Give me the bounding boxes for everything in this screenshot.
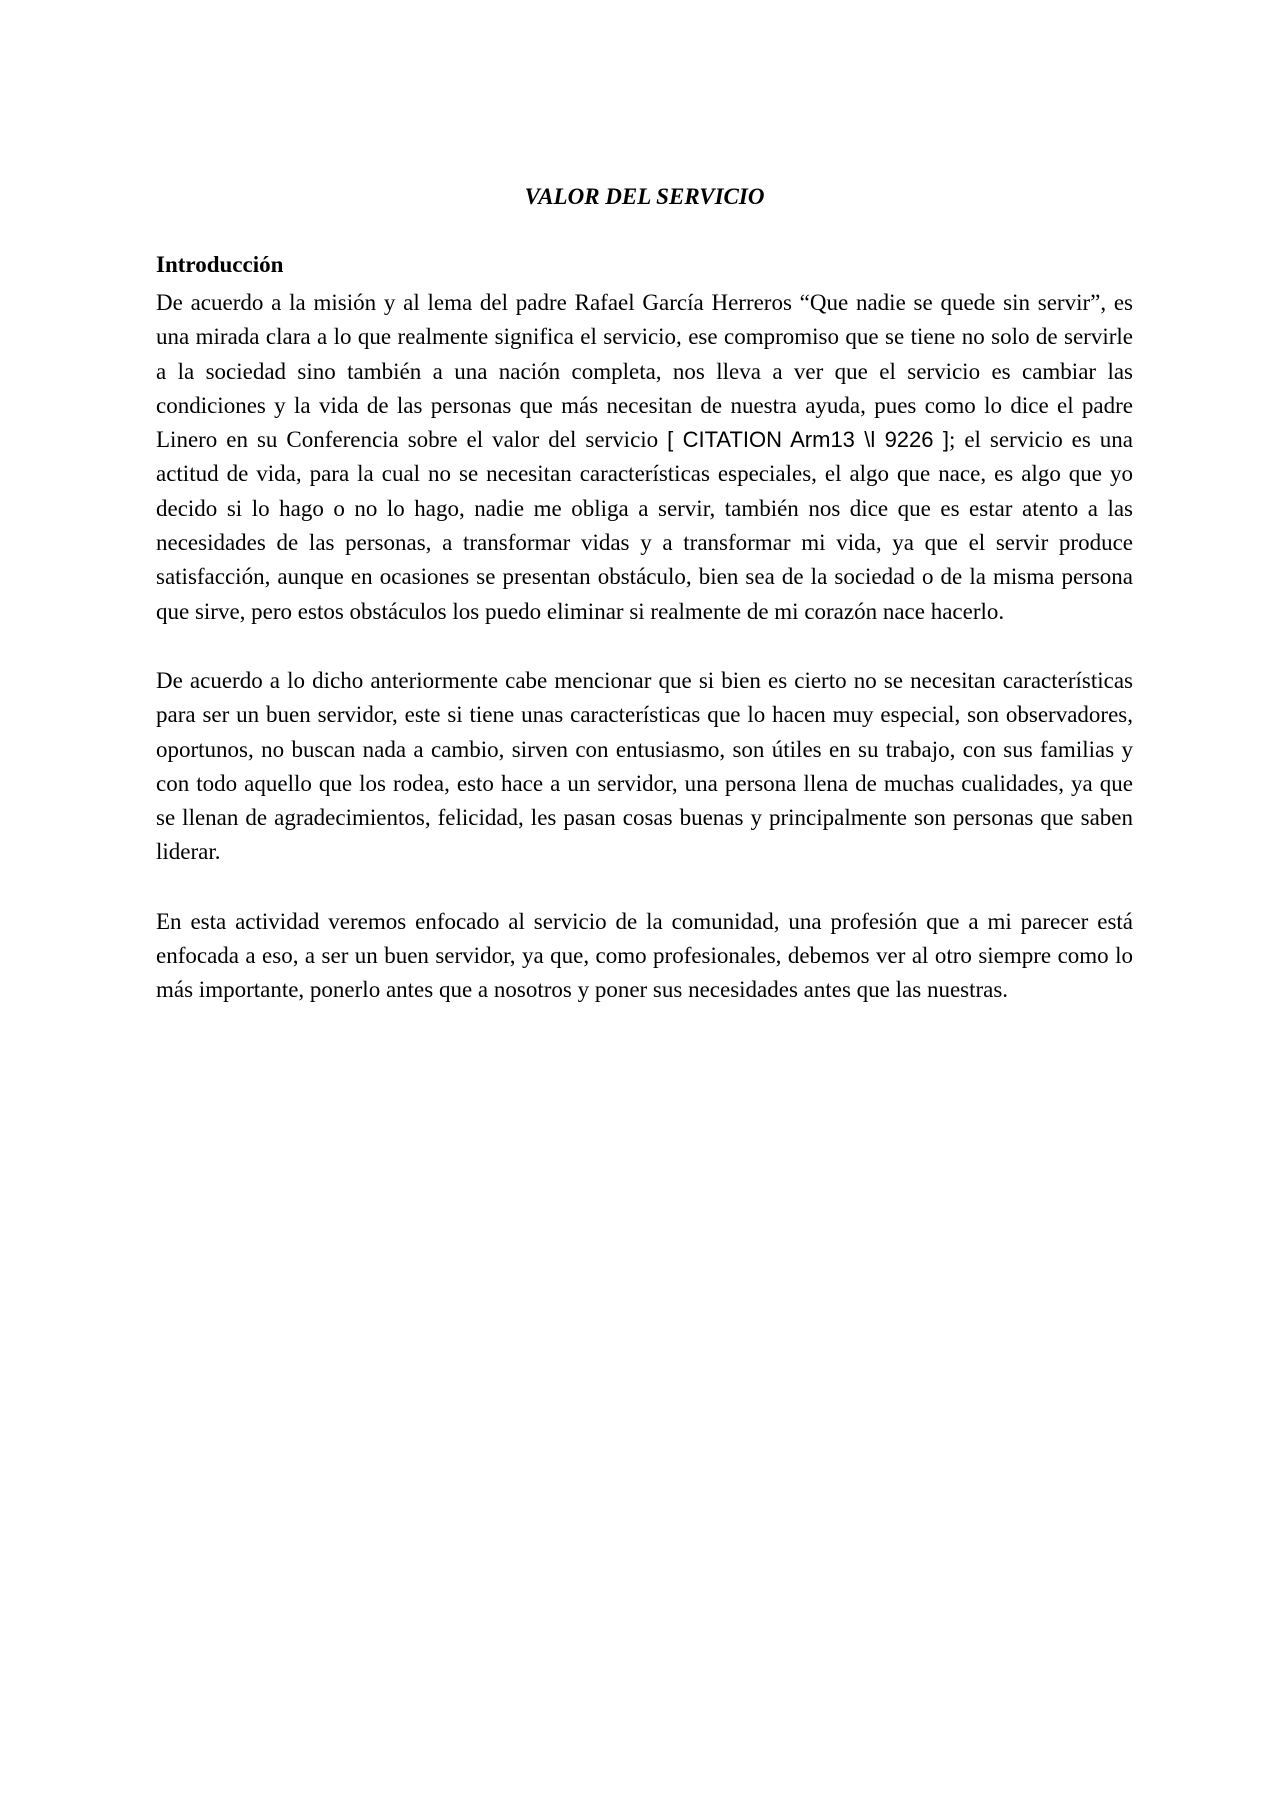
paragraph-1-text-before-citation: De acuerdo a la misión y al lema del padre Rafael García Herreros “Que nadie se quede sin servir”, es una mirada clara a lo que realmente significa el servicio, ese compromiso que se tiene no solo de servirle a la sociedad sino también a una nación completa, nos lleva a ver que el servicio es cambiar las condiciones y la vida de las personas que más necesitan de nuestra ayuda, pues como lo dice el padre Linero en su Conferencia sobre el valor del servicio [156, 290, 1133, 453]
paragraph-3: En esta actividad veremos enfocado al servicio de la comunidad, una profesión que a mi parecer está enfocada a eso, a ser un buen servidor, ya que, como profesionales, debemos ver al otro siempre como lo más importante, ponerlo antes que a nosotros y poner sus necesidades antes que las nuestras. [156, 908, 1133, 1003]
paragraph-1-text-after-citation: ; el servicio es una actitud de vida, para la cual no se necesitan características especiales, el algo que nace, es algo que yo decido si lo hago o no lo hago, nadie me obliga a servir, también nos dice que es estar atento a las necesidades de las personas, a transformar vidas y a transformar mi vida, ya que el servir produce satisfacción, aunque en ocasiones se presentan obstáculo, bien sea de la sociedad o de la misma persona que sirve, pero estos obstáculos los puedo eliminar si realmente de mi corazón nace hacerlo. [156, 427, 1134, 624]
citation-field: [ CITATION Arm13 \l 9226 ] [667, 427, 949, 453]
paragraph-2: De acuerdo a lo dicho anteriormente cabe mencionar que si bien es cierto no se necesitan características para ser un buen servidor, este si tiene unas características que lo hacen muy especial, son observadores, oportunos, no buscan nada a cambio, sirven con entusiasmo, son útiles en su trabajo, con sus familias y con todo aquello que los rodea, esto hace a un servidor, una persona llena de muchas cualidades, ya que se llenan de agradecimientos, felicidad, les pasan cosas buenas y principalmente son personas que saben liderar. [156, 667, 1133, 865]
document-title: VALOR DEL SERVICIO [524, 184, 765, 209]
section-heading-introduccion: Introducción [156, 252, 284, 277]
paragraph-1 [156, 286, 1133, 629]
document-body [156, 180, 1133, 1008]
